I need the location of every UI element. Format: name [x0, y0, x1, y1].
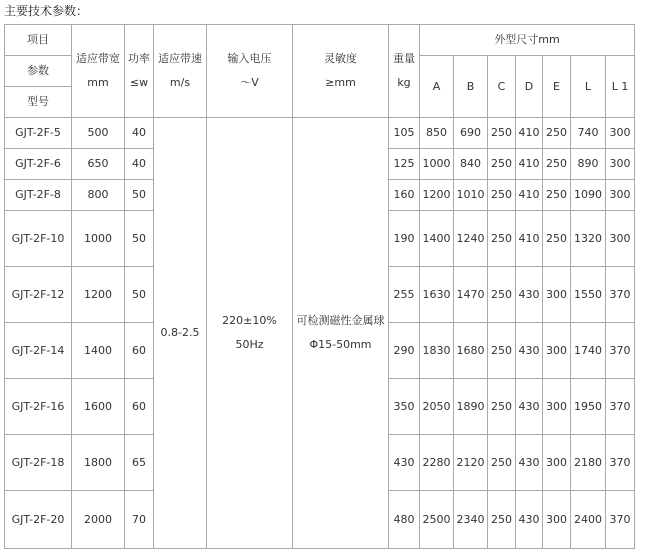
cell-weight: 190	[389, 211, 420, 267]
cell-power: 60	[125, 379, 154, 435]
cell-dim-d: 410	[516, 180, 543, 211]
cell-dim-e: 250	[543, 211, 571, 267]
cell-dim-b: 1470	[454, 267, 488, 323]
cell-dim-b: 1890	[454, 379, 488, 435]
header-weight	[389, 25, 420, 118]
header-belt-width-unit: mm	[87, 76, 109, 89]
cell-dim-e: 250	[543, 118, 571, 149]
header-voltage	[207, 25, 293, 118]
cell-dim-a: 2500	[420, 491, 454, 549]
header-voltage-unit: ～V	[240, 76, 259, 89]
cell-dim-d: 410	[516, 118, 543, 149]
cell-power: 40	[125, 118, 154, 149]
header-dim-d: D	[516, 56, 543, 118]
cell-dim-a: 2280	[420, 435, 454, 491]
cell-weight: 255	[389, 267, 420, 323]
cell-model: GJT-2F-20	[5, 491, 72, 549]
cell-dim-a: 1200	[420, 180, 454, 211]
cell-model: GJT-2F-6	[5, 149, 72, 180]
cell-power: 50	[125, 180, 154, 211]
cell-model: GJT-2F-18	[5, 435, 72, 491]
sensitivity-text: 可检测磁性金属球	[296, 314, 385, 327]
cell-width: 800	[72, 180, 125, 211]
cell-weight: 105	[389, 118, 420, 149]
cell-width: 650	[72, 149, 125, 180]
cell-dim-l: 890	[571, 149, 606, 180]
cell-dim-l: 2180	[571, 435, 606, 491]
cell-dim-d: 410	[516, 211, 543, 267]
cell-weight: 160	[389, 180, 420, 211]
cell-dim-l: 1090	[571, 180, 606, 211]
cell-power: 65	[125, 435, 154, 491]
cell-dim-d: 430	[516, 323, 543, 379]
cell-dim-b: 2340	[454, 491, 488, 549]
cell-dim-b: 1010	[454, 180, 488, 211]
cell-width: 1400	[72, 323, 125, 379]
cell-dim-e: 300	[543, 435, 571, 491]
header-dim-c: C	[488, 56, 516, 118]
cell-dim-a: 1830	[420, 323, 454, 379]
cell-dim-a: 2050	[420, 379, 454, 435]
cell-dim-l: 2400	[571, 491, 606, 549]
header-voltage-label: 输入电压	[227, 52, 272, 65]
cell-power: 50	[125, 211, 154, 267]
cell-dim-l1: 300	[606, 211, 635, 267]
cell-dim-c: 250	[488, 323, 516, 379]
header-dims: 外型尺寸mm	[420, 25, 635, 56]
cell-model: GJT-2F-12	[5, 267, 72, 323]
cell-dim-c: 250	[488, 149, 516, 180]
header-weight-label: 重量	[393, 52, 415, 65]
cell-dim-b: 2120	[454, 435, 488, 491]
cell-power: 50	[125, 267, 154, 323]
cell-width: 1600	[72, 379, 125, 435]
cell-power: 40	[125, 149, 154, 180]
cell-dim-l1: 300	[606, 118, 635, 149]
cell-dim-l1: 300	[606, 149, 635, 180]
cell-dim-l1: 300	[606, 180, 635, 211]
cell-dim-l: 1740	[571, 323, 606, 379]
cell-dim-d: 430	[516, 435, 543, 491]
cell-dim-d: 410	[516, 149, 543, 180]
cell-dim-d: 430	[516, 491, 543, 549]
cell-dim-b: 840	[454, 149, 488, 180]
header-param: 参数	[5, 56, 72, 87]
header-dim-a: A	[420, 56, 454, 118]
header-dim-l: L	[571, 56, 606, 118]
header-model: 型号	[5, 87, 72, 118]
header-belt-speed-label: 适应带速	[158, 52, 202, 65]
sensitivity-range: Φ15-50mm	[309, 338, 372, 351]
cell-dim-e: 250	[543, 180, 571, 211]
cell-dim-b: 1680	[454, 323, 488, 379]
cell-model: GJT-2F-5	[5, 118, 72, 149]
header-belt-width-label: 适应带宽	[76, 52, 120, 65]
cell-sensitivity-shared	[293, 118, 389, 549]
cell-dim-c: 250	[488, 180, 516, 211]
header-dim-b: B	[454, 56, 488, 118]
cell-weight: 290	[389, 323, 420, 379]
cell-dim-l1: 370	[606, 323, 635, 379]
cell-dim-e: 300	[543, 379, 571, 435]
cell-dim-a: 1400	[420, 211, 454, 267]
cell-dim-c: 250	[488, 211, 516, 267]
header-power	[125, 25, 154, 118]
header-belt-speed	[154, 25, 207, 118]
cell-weight: 350	[389, 379, 420, 435]
header-dim-l1: L 1	[606, 56, 635, 118]
header-belt-width	[72, 25, 125, 118]
cell-weight: 430	[389, 435, 420, 491]
cell-dim-e: 250	[543, 149, 571, 180]
header-item: 项目	[5, 25, 72, 56]
cell-dim-l1: 370	[606, 491, 635, 549]
cell-dim-l: 740	[571, 118, 606, 149]
cell-dim-e: 300	[543, 323, 571, 379]
cell-width: 500	[72, 118, 125, 149]
cell-dim-b: 690	[454, 118, 488, 149]
cell-dim-l: 1950	[571, 379, 606, 435]
voltage-range: 220±10%	[222, 314, 277, 327]
cell-dim-c: 250	[488, 267, 516, 323]
cell-dim-l: 1550	[571, 267, 606, 323]
cell-dim-l: 1320	[571, 211, 606, 267]
cell-weight: 125	[389, 149, 420, 180]
cell-dim-a: 1000	[420, 149, 454, 180]
header-dim-e: E	[543, 56, 571, 118]
cell-dim-d: 430	[516, 267, 543, 323]
cell-dim-b: 1240	[454, 211, 488, 267]
cell-width: 1800	[72, 435, 125, 491]
cell-dim-a: 850	[420, 118, 454, 149]
cell-power: 70	[125, 491, 154, 549]
cell-dim-l1: 370	[606, 435, 635, 491]
cell-width: 1000	[72, 211, 125, 267]
header-belt-speed-unit: m/s	[169, 76, 191, 89]
section-heading: 主要技术参数：	[4, 4, 89, 18]
cell-dim-l1: 370	[606, 267, 635, 323]
cell-model: GJT-2F-16	[5, 379, 72, 435]
cell-model: GJT-2F-10	[5, 211, 72, 267]
cell-dim-d: 430	[516, 379, 543, 435]
header-power-label: 功率	[128, 52, 150, 65]
cell-dim-a: 1630	[420, 267, 454, 323]
cell-speed-shared: 0.8-2.5	[154, 118, 207, 549]
header-power-unit: ≤w	[129, 76, 149, 89]
table-row	[5, 118, 635, 149]
cell-width: 2000	[72, 491, 125, 549]
voltage-frequency: 50Hz	[235, 338, 264, 351]
header-sensitivity-label: 灵敏度	[324, 52, 357, 65]
cell-model: GJT-2F-14	[5, 323, 72, 379]
cell-dim-e: 300	[543, 267, 571, 323]
cell-dim-c: 250	[488, 435, 516, 491]
header-weight-unit: kg	[397, 76, 411, 89]
cell-dim-l1: 370	[606, 379, 635, 435]
cell-dim-c: 250	[488, 379, 516, 435]
cell-model: GJT-2F-8	[5, 180, 72, 211]
spec-table	[4, 24, 635, 549]
header-sensitivity-unit: ≥mm	[325, 76, 356, 89]
cell-width: 1200	[72, 267, 125, 323]
cell-voltage-shared	[207, 118, 293, 549]
cell-dim-c: 250	[488, 118, 516, 149]
cell-dim-e: 300	[543, 491, 571, 549]
cell-dim-c: 250	[488, 491, 516, 549]
cell-weight: 480	[389, 491, 420, 549]
cell-power: 60	[125, 323, 154, 379]
header-sensitivity	[293, 25, 389, 118]
